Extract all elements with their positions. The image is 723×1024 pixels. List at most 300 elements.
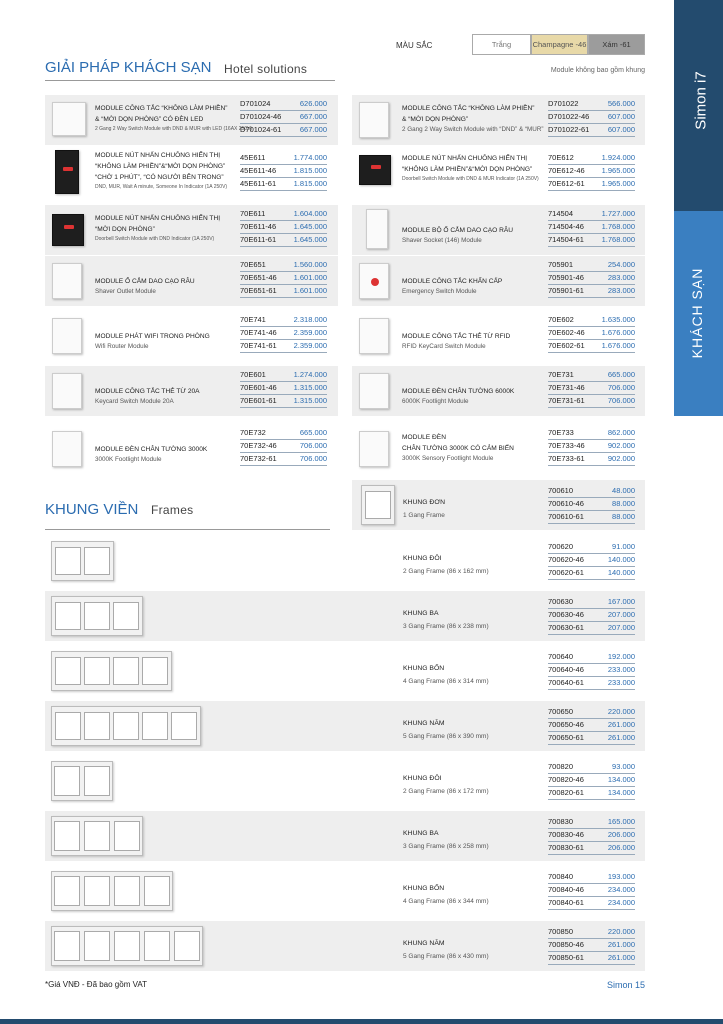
price-row	[548, 259, 635, 272]
product-name: MODULE NÚT NHẤN CHUÔNG HIỂN THỊ	[95, 215, 221, 222]
product-code: 70E731	[548, 370, 574, 379]
product-name: “KHÔNG LÀM PHIỀN”&“MỜI DỌN PHÒNG”	[95, 163, 226, 170]
product-code: 70E733	[548, 428, 574, 437]
product-code: 700630-46	[548, 610, 584, 619]
frame-name: KHUNG NĂM	[403, 940, 445, 947]
price-row	[548, 651, 635, 664]
frame-opening	[144, 931, 170, 961]
product-code: D701022-46	[548, 112, 590, 121]
price-row	[548, 541, 635, 554]
frame-row	[45, 811, 645, 861]
product-english-name: Wifi Router Module	[95, 343, 149, 350]
product-price: 134.000	[607, 788, 635, 797]
product-price: 566.000	[607, 99, 635, 108]
product-code: 700610-61	[548, 512, 584, 521]
product-code: 705901	[548, 260, 574, 269]
hotel-section-subtitle: Hotel solutions	[224, 62, 308, 76]
frame-row	[45, 756, 645, 806]
price-row	[548, 939, 635, 952]
price-row	[240, 221, 327, 234]
product-price: 1.635.000	[601, 315, 635, 324]
product-price: 1.274.000	[293, 370, 327, 379]
product-row	[45, 145, 338, 200]
price-row	[548, 871, 635, 884]
frame-image	[51, 761, 113, 801]
frame-image	[51, 596, 143, 636]
product-code: 714504	[548, 209, 574, 218]
product-english-name: RFID KeyCard Switch Module	[402, 343, 486, 350]
price-table	[548, 208, 635, 247]
product-price: 706.000	[299, 454, 327, 463]
frame-opening	[54, 931, 80, 961]
product-name: & “MỜI DỌN PHÒNG” CÓ ĐÈN LED	[95, 116, 204, 123]
emergency-button-icon	[371, 278, 379, 286]
price-row	[548, 98, 635, 111]
product-row	[45, 95, 338, 145]
product-english-name: Shaver Socket (146) Module	[402, 237, 482, 244]
product-price: 207.000	[607, 623, 635, 632]
product-name: “KHÔNG LÀM PHIỀN”&“MỜI DỌN PHÒNG”	[402, 166, 533, 173]
product-code: 70E612-61	[548, 179, 585, 188]
price-row	[548, 677, 635, 690]
product-image	[55, 150, 79, 194]
frame-row	[45, 921, 645, 971]
frame-opening	[142, 712, 168, 740]
product-name: & “MỜI DỌN PHÒNG”	[402, 116, 469, 123]
product-price: 220.000	[607, 927, 635, 936]
product-price: 93.000	[612, 762, 635, 771]
frame-opening	[114, 821, 140, 851]
product-code: D701024-61	[240, 125, 282, 134]
price-row	[240, 165, 327, 178]
product-price: 1.727.000	[601, 209, 635, 218]
product-code: 70E601	[240, 370, 266, 379]
frame-opening	[174, 931, 200, 961]
price-row	[240, 453, 327, 466]
frame-row	[45, 646, 645, 696]
product-price: 261.000	[607, 953, 635, 962]
product-code: 700820-61	[548, 788, 584, 797]
product-price: 1.815.000	[293, 179, 327, 188]
price-table	[548, 427, 635, 466]
frame-opening	[84, 766, 110, 796]
product-english-name: Shaver Outlet Module	[95, 288, 156, 295]
product-code: 705901-61	[548, 286, 584, 295]
price-row	[240, 285, 327, 298]
price-row	[548, 152, 635, 165]
product-price: 283.000	[607, 273, 635, 282]
price-row	[548, 272, 635, 285]
product-row	[352, 256, 645, 306]
price-row	[548, 609, 635, 622]
price-row	[548, 427, 635, 440]
product-english-name: Doorbell Switch Module with DND & MUR Indicator (1A 250V)	[402, 176, 539, 182]
product-code: D701024	[240, 99, 271, 108]
price-row	[548, 816, 635, 829]
product-english-name: 3000K Footlight Module	[95, 456, 162, 463]
frame-opening	[113, 657, 139, 685]
product-price: 2.318.000	[293, 315, 327, 324]
product-english-name: 2 Gang 2 Way Switch Module with DND & MUR with LED (16AX 250V)	[95, 126, 253, 132]
product-name: CHÂN TƯỜNG 3000K CÓ CẢM BIẾN	[402, 445, 514, 452]
price-row	[548, 111, 635, 124]
product-english-name: 6000K Footlight Module	[402, 398, 469, 405]
price-row	[548, 774, 635, 787]
product-code: 45E611	[240, 153, 266, 162]
product-code: 70E611	[240, 209, 266, 218]
product-price: 206.000	[607, 843, 635, 852]
product-code: 700630	[548, 597, 574, 606]
product-price: 1.676.000	[601, 341, 635, 350]
product-code: 70E601-46	[240, 383, 277, 392]
product-name: MODULE ĐÈN CHÂN TƯỜNG 3000K	[95, 446, 208, 453]
price-row	[548, 382, 635, 395]
product-code: 700610-46	[548, 499, 584, 508]
product-code: 700620-46	[548, 555, 584, 564]
product-price: 665.000	[607, 370, 635, 379]
price-table	[548, 314, 635, 353]
price-row	[548, 664, 635, 677]
price-table	[240, 427, 327, 466]
product-code: 700650-46	[548, 720, 584, 729]
product-code: 70E733-46	[548, 441, 585, 450]
product-price: 1.768.000	[601, 235, 635, 244]
price-table	[548, 98, 635, 137]
product-code: 70E602-61	[548, 341, 585, 350]
product-price: 254.000	[607, 260, 635, 269]
product-code: 700640-46	[548, 665, 584, 674]
price-row	[548, 165, 635, 178]
product-row	[352, 145, 645, 200]
product-code: 70E612-46	[548, 166, 585, 175]
product-code: 700820-46	[548, 775, 584, 784]
product-image	[52, 373, 82, 409]
price-table	[240, 152, 327, 191]
product-price: 261.000	[607, 720, 635, 729]
product-code: D701022-61	[548, 125, 590, 134]
frame-opening	[84, 876, 110, 906]
frame-opening	[55, 657, 81, 685]
product-price: 261.000	[607, 733, 635, 742]
product-name: MODULE NÚT NHẤN CHUÔNG HIỂN THỊ	[95, 152, 221, 159]
price-row	[548, 314, 635, 327]
frame-english-name: 4 Gang Frame (86 x 314 mm)	[403, 678, 489, 685]
price-row	[548, 787, 635, 800]
product-code: 45E611-61	[240, 179, 277, 188]
product-code: 714504-61	[548, 235, 584, 244]
frame-image	[51, 541, 114, 581]
product-image	[52, 263, 82, 299]
product-price: 2.359.000	[293, 341, 327, 350]
product-image	[52, 431, 82, 467]
product-price: 1.768.000	[601, 222, 635, 231]
price-table	[548, 152, 635, 191]
price-row	[240, 395, 327, 408]
price-table	[240, 369, 327, 408]
frame-opening	[114, 931, 140, 961]
product-price: 1.965.000	[601, 179, 635, 188]
frame-opening	[84, 547, 110, 575]
frame-row	[45, 591, 645, 641]
price-row	[548, 761, 635, 774]
price-row	[240, 152, 327, 165]
product-price: 233.000	[607, 665, 635, 674]
price-row	[548, 221, 635, 234]
price-row	[240, 208, 327, 221]
price-row	[548, 178, 635, 191]
product-price: 665.000	[299, 428, 327, 437]
product-price: 667.000	[299, 125, 327, 134]
product-name: MODULE NÚT NHẤN CHUÔNG HIỂN THỊ	[402, 155, 528, 162]
hotel-section-rule	[45, 80, 335, 81]
frame-opening	[84, 602, 110, 630]
product-price: 234.000	[607, 898, 635, 907]
price-row	[548, 926, 635, 939]
product-code: 700830-46	[548, 830, 584, 839]
frame-english-name: 1 Gang Frame	[403, 512, 445, 519]
product-row	[45, 256, 338, 306]
product-price: 206.000	[607, 830, 635, 839]
frame-image	[51, 926, 203, 966]
product-price: 165.000	[607, 817, 635, 826]
price-table	[240, 314, 327, 353]
product-code: 700620-61	[548, 568, 584, 577]
product-name: “MỜI DỌN PHÒNG”	[95, 226, 155, 233]
product-price: 1.965.000	[601, 166, 635, 175]
price-row	[240, 382, 327, 395]
product-row	[352, 424, 645, 474]
page-number: Simon 15	[606, 980, 645, 990]
product-code: D701022	[548, 99, 579, 108]
module-note: Module không bao gồm khung	[550, 67, 645, 74]
frame-english-name: 5 Gang Frame (86 x 430 mm)	[403, 953, 489, 960]
frame-opening	[142, 657, 168, 685]
bottom-bar	[0, 1019, 723, 1024]
product-price: 607.000	[607, 125, 635, 134]
product-price: 193.000	[607, 872, 635, 881]
color-swatch-white: Trắng	[472, 34, 531, 55]
price-row	[548, 395, 635, 408]
product-english-name: DND, MUR, Wait A minute, Someone In Indicator (1A 250V)	[95, 184, 228, 190]
frame-image	[51, 651, 172, 691]
product-name: MODULE CÔNG TẮC THẺ TỪ RFID	[402, 333, 511, 340]
product-english-name: Doorbell Switch Module with DND Indicator (1A 250V)	[95, 236, 215, 242]
price-table	[240, 98, 327, 137]
product-name: MODULE CÔNG TẮC KHẨN CẤP	[402, 278, 503, 285]
product-code: 700840-61	[548, 898, 584, 907]
product-name: MODULE CÔNG TẮC “KHÔNG LÀM PHIỀN”	[402, 105, 535, 112]
product-row	[352, 95, 645, 145]
product-price: 283.000	[607, 286, 635, 295]
product-price: 167.000	[607, 597, 635, 606]
frame-opening	[54, 821, 80, 851]
price-row	[548, 498, 635, 511]
price-row	[240, 178, 327, 191]
indicator-light	[64, 225, 74, 229]
product-english-name: 3000K Sensory Footlight Module	[402, 455, 494, 462]
price-table	[548, 485, 635, 524]
product-price: 607.000	[607, 112, 635, 121]
product-english-name: 2 Gang 2 Way Switch Module with “DND” & “MUR”	[402, 126, 544, 133]
frame-opening	[55, 602, 81, 630]
price-row	[548, 485, 635, 498]
color-label: MÀU SẮC	[396, 41, 433, 50]
product-price: 1.676.000	[601, 328, 635, 337]
price-table	[548, 596, 635, 635]
price-row	[548, 124, 635, 137]
product-english-name: Keycard Switch Module 20A	[95, 398, 174, 405]
product-price: 220.000	[607, 707, 635, 716]
price-table	[548, 926, 635, 965]
product-price: 192.000	[607, 652, 635, 661]
frame-opening	[144, 876, 170, 906]
price-row	[548, 732, 635, 745]
product-code: 70E651	[240, 260, 266, 269]
product-price: 1.601.000	[293, 286, 327, 295]
product-name: MODULE ĐÈN CHÂN TƯỜNG 6000K	[402, 388, 515, 395]
product-price: 207.000	[607, 610, 635, 619]
product-price: 1.315.000	[293, 383, 327, 392]
product-image	[359, 431, 389, 467]
product-code: 70E601-61	[240, 396, 277, 405]
price-row	[240, 111, 327, 124]
frame-name: KHUNG ĐƠN	[403, 499, 446, 506]
frame-opening	[114, 876, 140, 906]
product-code: 70E651-46	[240, 273, 277, 282]
product-row	[352, 311, 645, 361]
frame-opening	[55, 712, 81, 740]
product-image	[366, 209, 388, 249]
frame-opening	[84, 657, 110, 685]
product-code: 70E612	[548, 153, 574, 162]
product-english-name: Emergency Switch Module	[402, 288, 477, 295]
product-code: 70E611-46	[240, 222, 277, 231]
price-row	[548, 453, 635, 466]
price-row	[240, 427, 327, 440]
brand-tab-label: Simon i7	[692, 71, 710, 130]
product-image	[52, 318, 82, 354]
frame-name: KHUNG ĐÔI	[403, 775, 442, 782]
product-name: MODULE CÔNG TẮC “KHÔNG LÀM PHIỀN”	[95, 105, 228, 112]
color-swatch-grey: Xám -61	[588, 34, 645, 55]
price-row	[240, 369, 327, 382]
frame-image	[51, 706, 201, 746]
product-code: 700640	[548, 652, 574, 661]
frame-opening	[113, 602, 139, 630]
frame-row	[45, 701, 645, 751]
product-price: 706.000	[607, 383, 635, 392]
frame-english-name: 4 Gang Frame (86 x 344 mm)	[403, 898, 489, 905]
product-price: 1.815.000	[293, 166, 327, 175]
frame-opening	[84, 712, 110, 740]
product-code: 70E733-61	[548, 454, 585, 463]
product-price: 706.000	[299, 441, 327, 450]
price-table	[240, 208, 327, 247]
product-code: 700620	[548, 542, 574, 551]
price-table	[548, 816, 635, 855]
product-price: 1.645.000	[293, 235, 327, 244]
product-row	[45, 205, 338, 255]
price-row	[548, 285, 635, 298]
frame-row	[352, 480, 645, 530]
product-price: 626.000	[299, 99, 327, 108]
frames-section-title: KHUNG VIỀN	[45, 501, 139, 518]
product-price: 140.000	[607, 555, 635, 564]
product-price: 261.000	[607, 940, 635, 949]
product-price: 862.000	[607, 428, 635, 437]
product-code: 70E611-61	[240, 235, 277, 244]
frame-opening	[171, 712, 197, 740]
color-swatch-champagne: Champagne -46	[531, 34, 588, 55]
product-price: 1.774.000	[293, 153, 327, 162]
product-code: 700650	[548, 707, 574, 716]
frame-name: KHUNG BỐN	[403, 665, 445, 672]
product-price: 1.560.000	[293, 260, 327, 269]
product-price: 1.315.000	[293, 396, 327, 405]
frames-section-rule	[45, 529, 330, 530]
category-tab-label: KHÁCH SẠN	[689, 267, 705, 359]
frame-image	[51, 871, 173, 911]
product-code: 70E602-46	[548, 328, 585, 337]
product-image	[359, 318, 389, 354]
product-image	[359, 263, 389, 299]
price-row	[548, 327, 635, 340]
price-row	[240, 98, 327, 111]
frame-english-name: 5 Gang Frame (86 x 390 mm)	[403, 733, 489, 740]
product-name: MODULE BỘ Ổ CẮM DAO CẠO RÂU	[402, 227, 514, 234]
product-price: 667.000	[299, 112, 327, 121]
product-image	[359, 373, 389, 409]
frame-name: KHUNG BỐN	[403, 885, 445, 892]
price-row	[548, 234, 635, 247]
frame-opening	[84, 821, 110, 851]
product-code: 700830	[548, 817, 574, 826]
price-row	[548, 340, 635, 353]
product-image	[52, 102, 86, 136]
price-row	[548, 842, 635, 855]
frame-opening	[54, 766, 80, 796]
product-price: 134.000	[607, 775, 635, 784]
product-code: 700840-46	[548, 885, 584, 894]
frame-english-name: 2 Gang Frame (86 x 172 mm)	[403, 788, 489, 795]
price-table	[548, 871, 635, 910]
product-price: 140.000	[607, 568, 635, 577]
price-table	[548, 259, 635, 298]
footer-note: *Giá VNĐ - Đã bao gồm VAT	[45, 980, 147, 989]
product-name: MODULE ĐÈN	[402, 434, 446, 441]
product-price: 902.000	[607, 441, 635, 450]
frame-image	[51, 816, 143, 856]
frames-section-subtitle: Frames	[151, 503, 194, 517]
indicator-light	[63, 167, 73, 171]
price-table	[548, 541, 635, 580]
frame-name: KHUNG NĂM	[403, 720, 445, 727]
price-row	[240, 440, 327, 453]
price-row	[548, 884, 635, 897]
price-row	[548, 706, 635, 719]
price-row	[240, 124, 327, 137]
product-code: 700610	[548, 486, 574, 495]
frame-opening	[55, 547, 81, 575]
product-price: 1.924.000	[601, 153, 635, 162]
product-price: 902.000	[607, 454, 635, 463]
price-table	[548, 651, 635, 690]
product-code: 45E611-46	[240, 166, 277, 175]
product-name: “CHỜ 1 PHÚT”, “CÓ NGƯỜI BÊN TRONG”	[95, 174, 224, 181]
price-table	[548, 706, 635, 745]
price-row	[240, 340, 327, 353]
product-code: 70E732-61	[240, 454, 277, 463]
